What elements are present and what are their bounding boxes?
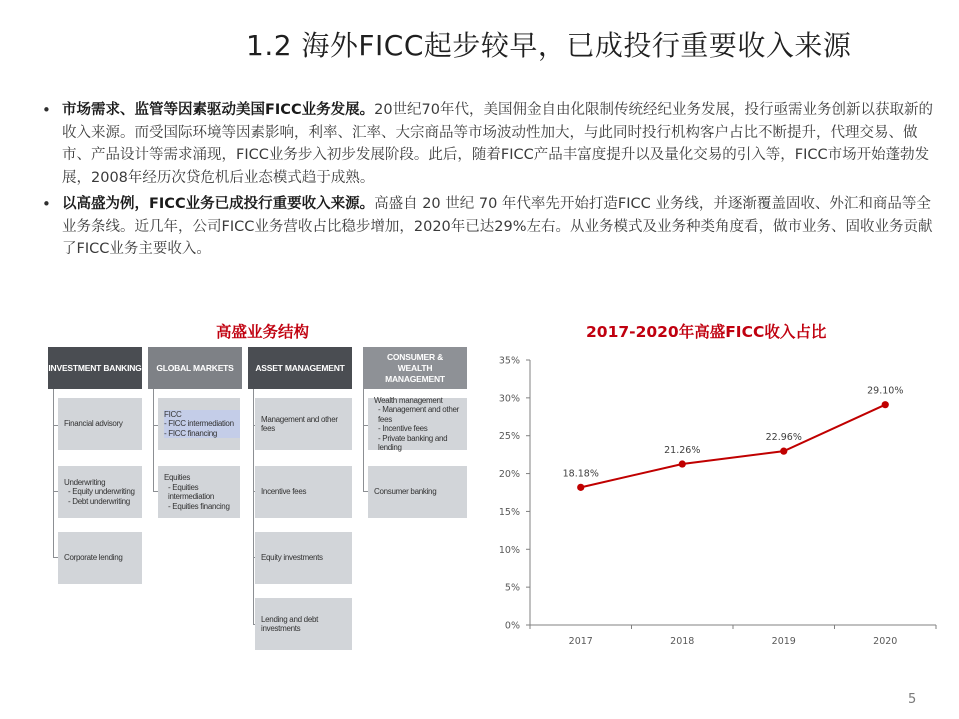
chart-marks (563, 386, 904, 491)
org-item (255, 398, 352, 450)
page-number: 5 (908, 692, 917, 707)
bullet-dot-icon: • (42, 101, 51, 119)
org-item-line: FICC (164, 410, 240, 420)
org-item-line: Incentive fees (261, 487, 307, 497)
data-label: 29.10% (867, 385, 904, 397)
org-item-line: Equity investments (261, 553, 323, 563)
connector-line (53, 389, 54, 557)
org-item (58, 532, 142, 584)
org-item-line: - Management and other fees (378, 405, 460, 424)
org-item (158, 466, 240, 518)
org-item (368, 395, 467, 452)
org-column (148, 347, 242, 389)
org-column (248, 347, 352, 389)
org-item-line: Management and other fees (261, 414, 338, 433)
org-item-line: - Equity underwriting (68, 487, 135, 497)
org-item-line: Lending and debt investments (261, 614, 319, 633)
bullet-text: 20世纪70年代，美国佣金自由化限制传统经纪业务发展，投行亟需业务创新以获取新的收入来源。而受国际环境等因素影响，利率、汇率、大宗商品等市场波动性加大，与此同时投行机构客户占比不断提升，代理交易、做市、产品设计等需求涌现，FICC业务步入初步发展阶段。此后，随着FICC产品丰富度提升以及量化交易的引入等，FICC市场开始蓬勃发展，2008年经历次贷危机后业态模式趋于成熟。 (62, 102, 933, 186)
org-item-line: Corporate lending (64, 553, 123, 563)
x-tick-label: 2017 (568, 636, 593, 647)
column-header: CONSUMER & WEALTH MANAGEMENT (363, 347, 467, 389)
org-item-line: - Debt underwriting (68, 496, 130, 506)
bullet-heading: 市场需求、监管等因素驱动美国FICC业务发展。 (62, 102, 375, 118)
org-column (363, 347, 467, 389)
org-item-line: Financial advisory (64, 419, 123, 429)
org-item (368, 466, 467, 518)
data-point (780, 448, 787, 455)
data-point (679, 460, 686, 467)
org-item-line: Wealth management (374, 395, 443, 405)
org-item (255, 532, 352, 584)
x-tick-label: 2019 (771, 636, 796, 647)
line-chart-title: 2017-2020年高盛FICC收入占比 (586, 323, 827, 341)
org-column (48, 347, 142, 389)
org-item-line: - Equities intermediation (168, 482, 215, 501)
org-item-line: Consumer banking (374, 487, 437, 497)
bullet-text: 高盛自 20 世纪 70 年代率先开始打造FICC 业务线，并逐渐覆盖固收、外汇和商品等全业务条线。近几年，公司FICC业务营收占比稳步增加，2020年已达29%左右。从业务模式及业务种类角度看，做市业务、固收业务贡献了FICC业务主要收入。 (62, 196, 933, 257)
bullet-list (42, 99, 942, 261)
org-item-line: Equities (164, 473, 191, 482)
org-item-line: - Equities financing (168, 501, 230, 511)
org-item (255, 466, 352, 518)
x-tick-label: 2018 (670, 636, 695, 647)
data-label: 18.18% (562, 468, 599, 480)
y-tick-label: 15% (498, 506, 520, 518)
data-label: 21.26% (664, 445, 701, 457)
x-tick-label: 2020 (873, 636, 898, 647)
bullet-dot-icon: • (42, 195, 51, 213)
y-tick-label: 5% (504, 582, 520, 594)
org-item-line: - FICC financing (164, 429, 240, 439)
org-item (58, 398, 142, 450)
chart-axes (499, 356, 936, 648)
bullet-item (42, 99, 942, 189)
y-tick-label: 25% (498, 431, 520, 443)
data-label: 22.96% (765, 432, 802, 444)
y-tick-label: 10% (498, 544, 520, 556)
org-item-line: - FICC intermediation (164, 419, 240, 429)
data-point (577, 484, 584, 491)
data-point (882, 401, 889, 408)
bullet-heading: 以高盛为例，FICC业务已成投行重要收入来源。 (62, 196, 375, 212)
series-line (581, 405, 886, 488)
column-header: INVESTMENT BANKING (48, 347, 142, 389)
y-tick-label: 35% (498, 355, 520, 367)
org-item (58, 466, 142, 518)
column-header: GLOBAL MARKETS (148, 347, 242, 389)
org-item (255, 598, 352, 650)
connector-line (153, 389, 154, 492)
org-item (158, 398, 240, 450)
org-item-line: - Private banking and lending (378, 433, 448, 452)
bullet-item (42, 193, 942, 261)
y-tick-label: 20% (498, 469, 520, 481)
org-chart-title: 高盛业务结构 (216, 323, 310, 341)
org-item-line: - Incentive fees (378, 424, 428, 433)
y-tick-label: 0% (504, 620, 520, 632)
connector-line (363, 389, 364, 492)
org-item-line: Underwriting (64, 477, 106, 487)
slide-title: 1.2 海外FICC起步较早，已成投行重要收入来源 (246, 29, 852, 62)
line-chart (490, 345, 950, 655)
column-header: ASSET MANAGEMENT (248, 347, 352, 389)
y-tick-label: 30% (498, 393, 520, 405)
